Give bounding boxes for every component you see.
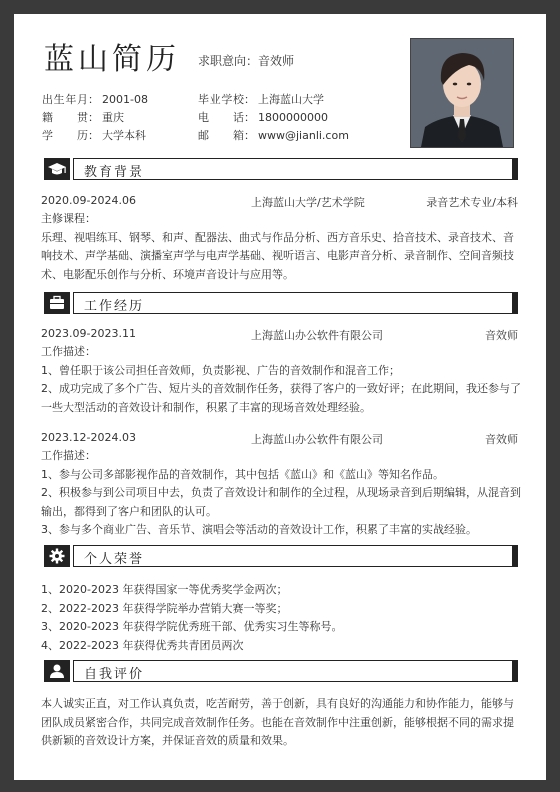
list-item: 1、参与公司多部影视作品的音效制作，其中包括《蓝山》和《蓝山》等知名作品。 (41, 467, 444, 481)
person-portrait (411, 39, 513, 147)
basic-info-right (198, 91, 349, 145)
list-item: 1、曾任职于该公司担任音效师，负责影视、广告的音效制作和混音工作； (41, 363, 400, 377)
job2-date: 2023.12-2024.03 (41, 431, 136, 444)
job2-company: 上海蓝山办公软件有限公司 (251, 433, 383, 446)
job2-role: 音效师 (485, 433, 518, 446)
self-evaluation: 本人诚实正直，对工作认真负责，吃苦耐劳，善于创新，具有良好的沟通能力和协作能力，能够与团队成员紧密合作，共同完成音效制作任务。也能在音效制作中注重创新，能够根据不同的需求提供新颖的音效设计方案，并保证音效的质量和效果。 (41, 697, 514, 747)
edu-major: 录音艺术专业/本科 (426, 196, 518, 209)
email-row: 邮箱： www@jianli.com (198, 129, 349, 142)
job-intent: 求职意向：音效师 (198, 54, 295, 68)
honors-list (41, 581, 521, 655)
section-self (44, 660, 518, 682)
list-item: 2、2022-2023 年获得学院举办营销大赛一等奖； (41, 601, 288, 615)
edu-courses: 主修课程： 乐理、视唱练耳、钢琴、和声、配器法、曲式与作品分析、西方音乐史、拾音技术、录音技术、音响技术、声学基础、演播室声学与电声学基础、视听语言、电影声音分析、录音制作、空间音频技术、电影配乐创作与分析、环境声音设计与应用等。 (41, 212, 514, 281)
person-icon (44, 660, 70, 682)
job2-desc: 工作描述： 1、参与公司多部影视作品的音效制作，其中包括《蓝山》和《蓝山》等知名作品。 2、积极参与到公司项目中去，负责了音效设计和制作的全过程，从现场录音到后期编辑，从混音到输出，都得到了客户和团队的认可。 3、参与多个商业广告、音乐节、演唱会等活动的音效设计工作，积累了丰富的实战经验。 (41, 447, 521, 540)
school-row: 毕业学校： 上海蓝山大学 (198, 93, 324, 106)
job1-desc: 工作描述： 1、曾任职于该公司担任音效师，负责影视、广告的音效制作和混音工作； 2、成功完成了多个广告、短片头的音效制作任务，获得了客户的一致好评；在此期间，我还参与了一些大型活动的音效设计和制作，积累了丰富的现场音效处理经验。 (41, 343, 521, 417)
birth-row: 出生年月： 2001-08 (42, 93, 148, 106)
section-title: 工作经历 (84, 299, 145, 314)
section-title: 个人荣誉 (84, 552, 145, 567)
list-item: 4、2022-2023 年获得优秀共青团员两次 (41, 638, 244, 652)
section-education (44, 158, 518, 180)
job1-company: 上海蓝山办公软件有限公司 (251, 329, 383, 342)
resume-page (14, 14, 546, 780)
resume-title: 蓝山简历 (44, 42, 180, 77)
list-item: 1、2020-2023 年获得国家一等优秀奖学金两次； (41, 583, 288, 596)
section-title: 教育背景 (84, 165, 145, 180)
list-item: 2、积极参与到公司项目中去，负责了音效设计和制作的全过程，从现场录音到后期编辑，从混音到输出，都得到了客户和团队的认可。 (41, 486, 521, 518)
edu-school: 上海蓝山大学/艺术学院 (251, 196, 365, 209)
origin-row: 籍贯： 重庆 (42, 111, 124, 124)
list-item: 3、参与多个商业广告、音乐节、演唱会等活动的音效设计工作，积累了丰富的实战经验。 (41, 523, 477, 536)
graduation-cap-icon (44, 158, 70, 180)
basic-info-left (42, 91, 148, 145)
edu-row: 学历： 大学本科 (42, 129, 146, 142)
job1-date: 2023.09-2023.11 (41, 327, 136, 340)
briefcase-icon (44, 292, 70, 314)
edu-date: 2020.09-2024.06 (41, 194, 136, 207)
phone-row: 电话： 1800000000 (198, 111, 328, 124)
section-work (44, 292, 518, 314)
section-title: 自我评价 (84, 667, 145, 682)
gear-icon (44, 545, 70, 567)
list-item: 2、成功完成了多个广告、短片头的音效制作任务，获得了客户的一致好评；在此期间，我还参与了一些大型活动的音效设计和制作，积累了丰富的现场音效处理经验。 (41, 382, 521, 414)
section-honors (44, 545, 518, 567)
job1-role: 音效师 (485, 329, 518, 342)
profile-photo (410, 38, 514, 148)
list-item: 3、2020-2023 年获得学院优秀班干部、优秀实习生等称号。 (41, 620, 343, 633)
